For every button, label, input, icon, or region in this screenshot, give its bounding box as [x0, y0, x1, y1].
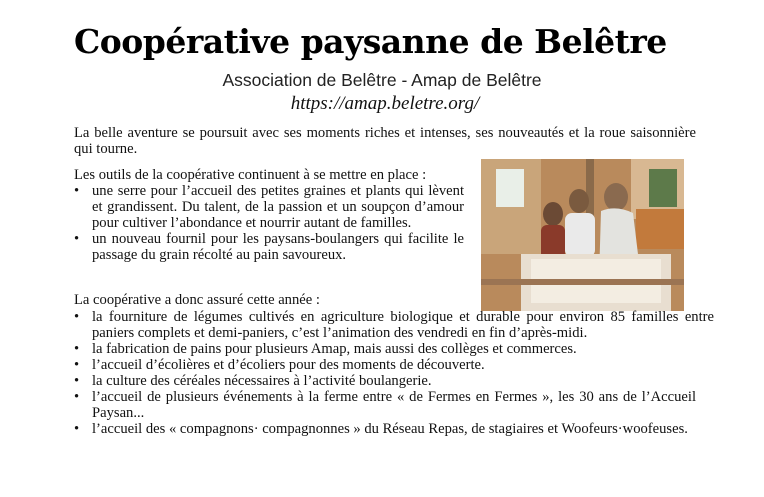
list-item [74, 421, 696, 437]
year-list [74, 309, 714, 437]
bullet-icon: • [74, 341, 80, 357]
list-item [74, 183, 464, 231]
bullet-icon: • [74, 373, 80, 389]
bullet-icon: • [74, 231, 80, 247]
list-item-text: la fourniture de légumes cultivés en agriculture biologique et durable pour environ 85 familles entre paniers complets et demi-paniers, c’est l’animation des vendredi en fin d’après-midi. [92, 309, 714, 341]
list-item-text: un nouveau fournil pour les paysans-boulangers qui facilite le passage du grain récolté au pain savoureux. [92, 231, 464, 263]
website-link[interactable]: https://amap.beletre.org/ [290, 93, 480, 114]
bullet-icon: • [74, 309, 80, 325]
list-item-text: la fabrication de pains pour plusieurs Amap, mais aussi des collèges et commerces. [92, 341, 577, 357]
bullet-icon: • [74, 389, 80, 405]
list-item [74, 357, 696, 373]
list-item [74, 231, 464, 263]
list-item-text: la culture des céréales nécessaires à l’activité boulangerie. [92, 373, 432, 389]
list-item [74, 309, 714, 341]
list-item [74, 341, 696, 357]
list-item-text: l’accueil de plusieurs événements à la ferme entre « de Fermes en Fermes », les 30 ans de l’Accueil Paysan... [92, 389, 696, 421]
page-subtitle: Association de Belêtre - Amap de Belêtre [222, 70, 542, 90]
list-item-text: l’accueil d’écolières et d’écoliers pour des moments de découverte. [92, 357, 485, 373]
bullet-icon: • [74, 183, 80, 199]
list-item-text: une serre pour l’accueil des petites graines et plants qui lèvent et grandissent. Du talent, de la passion et un soupçon d’amour pour cultiver l’abondance et nourrir autant de familles. [92, 183, 464, 231]
bullet-icon: • [74, 357, 80, 373]
tools-lead: Les outils de la coopérative continuent à se mettre en place : [74, 167, 427, 183]
list-item [74, 389, 696, 421]
tools-list [74, 183, 464, 263]
page-title: Coopérative paysanne de Belêtre [74, 22, 667, 61]
bullet-icon: • [74, 421, 80, 437]
year-lead: La coopérative a donc assuré cette année : [74, 292, 320, 308]
intro-paragraph: La belle aventure se poursuit avec ses moments riches et intenses, ses nouveautés et la roue saisonnière qui tourne. [74, 125, 696, 157]
bakery-photo [481, 159, 684, 311]
list-item [74, 373, 696, 389]
list-item-text: l’accueil des « compagnons· compagnonnes » du Réseau Repas, de stagiaires et Woofeurs·woofeuses. [92, 421, 688, 437]
